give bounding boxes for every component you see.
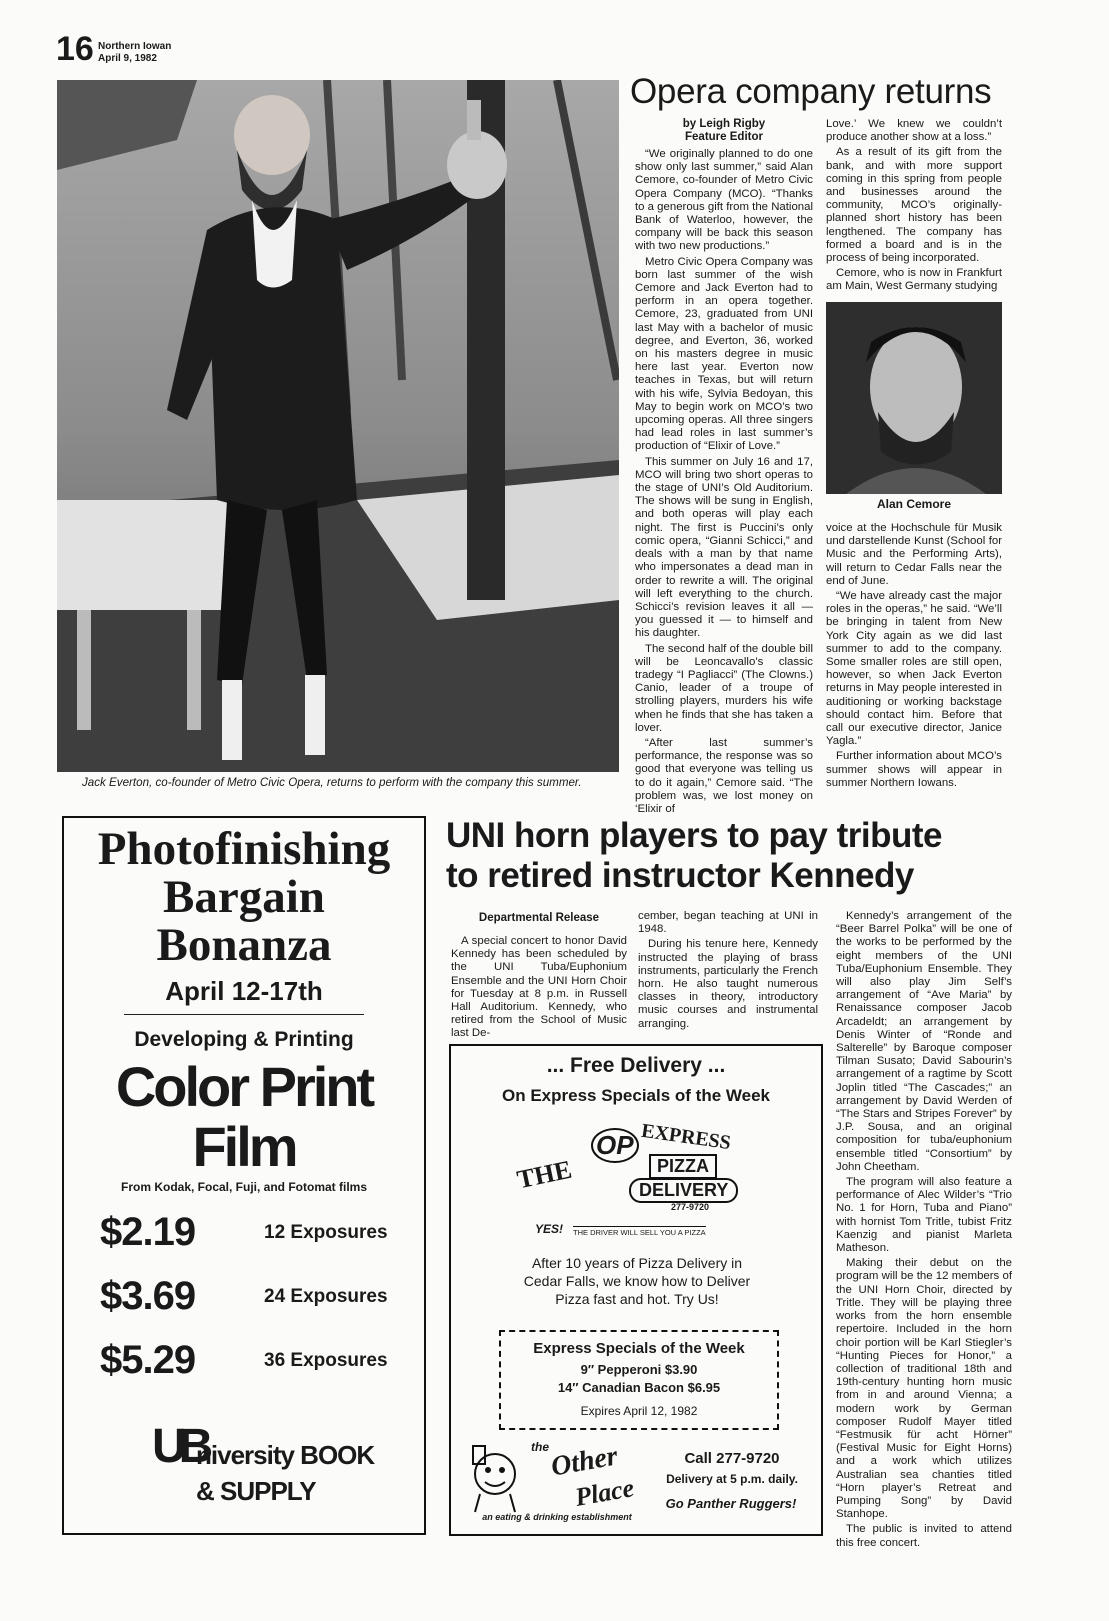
- price-row: [100, 1274, 420, 1328]
- store-logo: [152, 1418, 392, 1518]
- photo-caption: Jack Everton, co-founder of Metro Civic Opera, returns to perform with the company this summer.: [82, 776, 582, 789]
- price-label: 24 Exposures: [264, 1286, 388, 1307]
- logo-yes: YES!: [535, 1222, 564, 1236]
- ad-divider: [124, 1014, 364, 1015]
- logo-the: THE: [514, 1154, 575, 1195]
- mascot-icon: [465, 1444, 525, 1514]
- pizza-subhead: On Express Specials of the Week: [501, 1086, 770, 1105]
- portrait-image: [826, 302, 1002, 494]
- opera-photo-image: [57, 80, 619, 772]
- pizza-slogan: Go Panther Ruggers!: [665, 1496, 797, 1511]
- price-value: $2.19: [100, 1210, 196, 1254]
- opera-paragraph: Metro Civic Opera Company was born last summer of the wish Cemore and Jack Everton had to perform in an opera together. Cemore, 23, graduated from UNI last May with a bachelor of music degree, and Everton, 36, worked on his masters degree in music here last year. Everton now teaches in Texas, but will return with his wife, Sylvia Bedoyan, this May to begin work on MCO’s two upcoming operas. All three singers had lead roles in last summer’s production of “Elixir of Love.”: [635, 255, 813, 453]
- ad-product-color-print: Color Print: [115, 1055, 373, 1118]
- horn-paragraph: Making their debut on the program will be the 12 members of the UNI Horn Choir, directed by Tritle. They will be playing three works from the horn ensemble repertoire. Included in the horn choir portion will be Karl Stiegler’s “Hunting Pieces for Honor,” a collection of traditional 18th and 19th-century hunting horn music from in and around Vienna; a modern work by German composer Rudolf Mayer titled “Festmusik für acht Hörner” (Festival Music for Eight Horns) and a work which utilizes Australian sea chanties titled “Horn player’s Retreat and Pumping Song” by David Stanhope.: [836, 1257, 1012, 1521]
- page-number: 16: [56, 30, 94, 68]
- opera-byline: by Leigh Rigby: [682, 118, 766, 130]
- photofinishing-ad: [62, 816, 426, 1535]
- opera-paragraph: As a result of its gift from the bank, and with more support coming in this spring from people and businesses around the community, MCO’s originally-planned short history has been lengthened. The company has formed a board and is in the process of being incorporated.: [826, 146, 1002, 265]
- opera-paragraph: voice at the Hochschule für Musik und darstellende Kunst (School for Music and the Performing Arts), will return to Cedar Falls near the end of June.: [826, 522, 1002, 587]
- opera-byline-title: Feature Editor: [685, 131, 763, 143]
- opera-paragraph: “We originally planned to do one show only last summer,” said Alan Cemore, co-founder of Metro Civic Opera Company (MCO). “Thanks to a generous gift from the National Bank of Waterloo, however, the company will be back this season with two new productions.”: [635, 148, 813, 253]
- paper-name: Northern Iowan: [98, 41, 172, 52]
- opera-paragraph: Love.’ We knew we couldn’t produce another show at a loss.”: [826, 118, 1002, 144]
- specials-title: Express Specials of the Week: [533, 1340, 745, 1357]
- opera-paragraph: The second half of the double bill will be Leoncavallo’s classic tradegy “I Pagliacci” (The Clowns.) Canio, leader of a troupe of strolling players, murders his wife when he finds that she has taken a lover.: [635, 642, 813, 734]
- ad-brands: From Kodak, Focal, Fuji, and Fotomat films: [120, 1180, 368, 1194]
- price-value: $3.69: [100, 1274, 196, 1318]
- store-logo-mark: UB: [152, 1420, 206, 1473]
- horn-column-2: [638, 910, 818, 1033]
- opera-paragraph: This summer on July 16 and 17, MCO will bring two short operas to the stage of UNI’s Old Auditorium. The shows will be sung in English, and both operas will play each night. The first is Puccini’s only comic opera, “Gianni Schicci,” and deals with a man by that name who impersonates a dead man in order to rewrite a will. The original will left everything to the church. Schicci’s revision leaves it all — you guessed it — to himself and his daughter.: [635, 455, 813, 640]
- opera-paragraph: Further information about MCO’s summer shows will appear in summer Northern Iowans.: [826, 750, 1002, 789]
- horn-headline: [446, 816, 1006, 896]
- horn-column-1: [451, 912, 627, 1043]
- logo-tagline: THE DRIVER WILL SELL YOU A PIZZA: [573, 1228, 706, 1237]
- masthead: [56, 32, 256, 72]
- place-place: Place: [572, 1473, 637, 1512]
- opera-paragraph: “After last summer’s performance, the response was so good that everyone was telling us to do it again,” Cemore said. “The problem was, we lost money on ‘Elixir of: [635, 736, 813, 815]
- store-name-line2: & SUPPLY: [196, 1476, 316, 1506]
- logo-phone: 277-9720: [671, 1202, 710, 1212]
- place-tagline: an eating & drinking establishment: [482, 1512, 632, 1522]
- horn-byline: Departmental Release: [478, 912, 600, 924]
- place-the: the: [531, 1440, 549, 1454]
- pizza-call: Call 277-9720: [684, 1450, 780, 1467]
- special-item: 14″ Canadian Bacon $6.95: [557, 1380, 721, 1395]
- portrait-caption: Alan Cemore: [876, 497, 952, 511]
- logo-op: OP: [591, 1128, 639, 1163]
- pizza-delivery-time: Delivery at 5 p.m. daily.: [666, 1472, 798, 1486]
- opera-headline: Opera company returns: [630, 72, 992, 111]
- horn-headline-line1: UNI horn players to pay tribute: [446, 816, 942, 855]
- place-other: Other: [548, 1440, 621, 1483]
- specials-box: [499, 1330, 779, 1430]
- horn-headline-line2: to retired instructor Kennedy: [446, 856, 914, 895]
- pizza-body: After 10 years of Pizza Delivery in Cedar Falls, we know how to Deliver Pizza fast and hot. Try Us!: [523, 1255, 751, 1307]
- horn-paragraph: Kennedy’s arrangement of the “Beer Barrel Polka” will be one of the works to be performed by the eight members of the UNI Tuba/Euphonium Ensemble. They will also play Jim Self’s arrangement of “Ave Maria” by Renaissance composer Jacob Arcadeldt; an arrangement by Denis Winter of “Ronde and Salterelle” by Baroque composer Tilman Susato; David Sabourin’s arrangement of a ragtime by Scott Joplin titled “The Cascades;” an arrangement by David Werden of “The Stars and Stripes Forever” by J.P. Sousa, and an original composition for tuba/euphonium ensemble titled “Consortium” by John Cheetham.: [836, 910, 1012, 1173]
- price-row: [100, 1210, 420, 1264]
- horn-paragraph: A special concert to honor David Kennedy has been scheduled by the UNI Tuba/Euphonium Ensemble and the UNI Horn Choir for Tuesday at 8 p.m. in Russell Hall Auditorium. Kennedy, who retired from the School of Music last De-: [451, 935, 627, 1040]
- portrait-photo: [826, 302, 1002, 494]
- logo-express: EXPRESS: [639, 1119, 733, 1155]
- horn-column-3: [836, 910, 1012, 1552]
- logo-pizza: PIZZA: [649, 1154, 717, 1179]
- price-row: [100, 1338, 420, 1392]
- horn-paragraph: During his tenure here, Kennedy instructed the playing of brass instruments, particularly the French horn. He also taught numerous classes in theory, introductory music courses and instrumental arranging.: [638, 938, 818, 1030]
- opera-paragraph: Cemore, who is now in Frankfurt am Main, West Germany studying: [826, 267, 1002, 293]
- opera-photo: [57, 80, 619, 772]
- specials-expires: Expires April 12, 1982: [580, 1404, 698, 1418]
- horn-paragraph: The program will also feature a performance of Alec Wilder’s “Trio No. 1 for Horn, Tuba and Piano” with hornist Tom Tritle, tubist Fritz Kaenzig and pianist Marleta Matheson.: [836, 1176, 1012, 1255]
- store-name-line1: niversity BOOK: [196, 1440, 375, 1470]
- special-item: 9″ Pepperoni $3.90: [580, 1362, 698, 1377]
- pizza-ad: [449, 1044, 823, 1536]
- ad-title-bonanza: Bonanza: [156, 919, 332, 971]
- pizza-headline: ... Free Delivery ...: [546, 1054, 726, 1077]
- horn-paragraph: cember, began teaching at UNI in 1948.: [638, 910, 818, 936]
- issue-date: April 9, 1982: [98, 53, 157, 64]
- ad-title-photofinishing: Photofinishing: [97, 823, 391, 875]
- opera-column-2-bottom: [826, 522, 1002, 792]
- ad-product-film: Film: [192, 1115, 296, 1178]
- opera-column-2: [826, 118, 1002, 296]
- ad-title-bargain: Bargain: [163, 871, 325, 923]
- price-label: 12 Exposures: [264, 1222, 388, 1243]
- ad-service: Developing & Printing: [134, 1028, 354, 1051]
- logo-delivery: DELIVERY: [629, 1178, 738, 1203]
- opera-paragraph: “We have already cast the major roles in the operas,” he said. “We’ll be bringing in talent from New York City again as we did last summer to add to the company. Some smaller roles are still open, however, so when Jack Everton returns in May people interested in auditioning or working backstage should contact him. Before that call our executive director, Janice Yagla.”: [826, 590, 1002, 748]
- price-label: 36 Exposures: [264, 1350, 388, 1371]
- express-pizza-logo: [511, 1119, 771, 1222]
- horn-paragraph: The public is invited to attend this free concert.: [836, 1523, 1012, 1549]
- ad-dates: April 12-17th: [165, 976, 323, 1006]
- opera-column-1: [635, 118, 813, 818]
- price-value: $5.29: [100, 1338, 196, 1382]
